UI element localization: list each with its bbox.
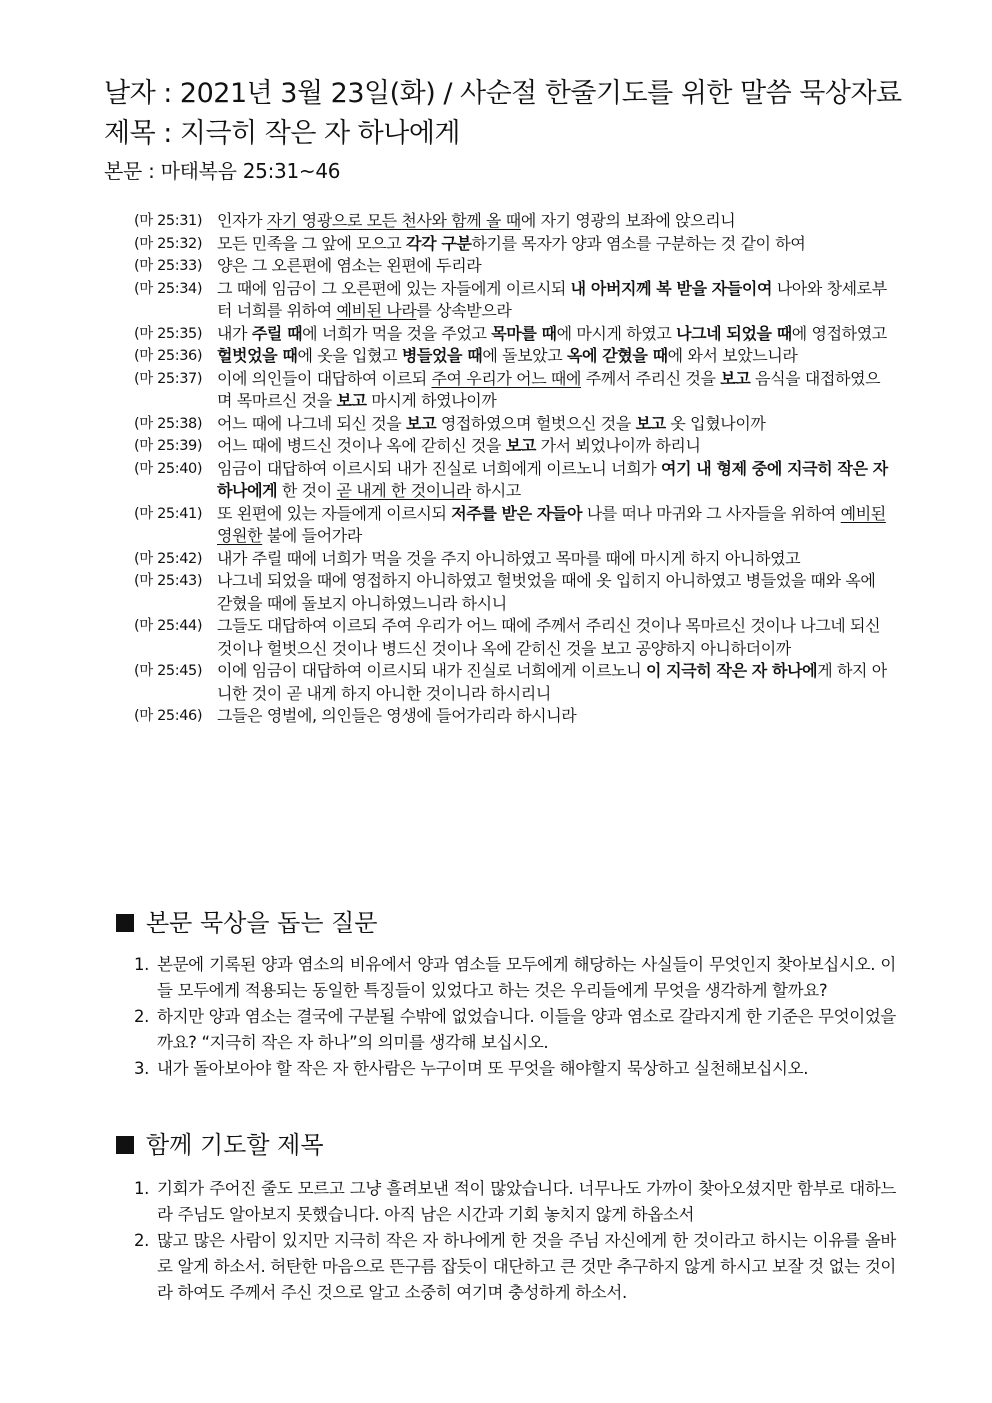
verse-text bbox=[217, 503, 894, 548]
verse-emphasis: 보고 bbox=[635, 413, 666, 433]
verse-underline: 주여 우리가 어느 때에 bbox=[431, 368, 582, 388]
verse-segment: 불에 들어가라 bbox=[262, 526, 362, 545]
verse-segment: 마시게 하였나이까 bbox=[366, 391, 497, 410]
verse-segment: 나를 떠나 마귀와 그 사자들을 위하여 bbox=[582, 503, 841, 523]
item-text: 하지만 양과 염소는 결국에 구분될 수밖에 없었습니다. 이들을 양과 염소로 갈라지게 한 기준은 무엇이었을까요? “지극히 작은 자 하나”의 의미를 생각해 보십시오. bbox=[157, 1007, 896, 1052]
verse-segment: 게 하지 아니한 것이 곧 내게 하지 아니한 것이니라 하시리니 bbox=[217, 661, 887, 703]
verse-row bbox=[134, 705, 894, 728]
verse-reference: (마 25:46) bbox=[134, 708, 203, 724]
verse-emphasis: 이 지극히 작은 자 하나에 bbox=[645, 661, 818, 680]
verse-text bbox=[217, 435, 894, 458]
item-number: 2. bbox=[134, 1007, 150, 1026]
prayer-heading bbox=[116, 1128, 324, 1162]
verse-emphasis: 보고 bbox=[505, 436, 536, 455]
verse-segment: 주께서 주리신 것을 bbox=[581, 368, 721, 388]
verse-segment: 또 왼편에 있는 자들에게 이르시되 bbox=[217, 503, 452, 523]
verse-segment: 내가 bbox=[217, 323, 252, 343]
verse-segment: 에 와서 보았느니라 bbox=[667, 346, 798, 365]
verse-segment: 나아와 창세로부터 너희를 위하여 bbox=[217, 278, 887, 320]
square-bullet-icon bbox=[116, 914, 134, 932]
verse-reference: (마 25:37) bbox=[134, 370, 203, 387]
verse-row bbox=[134, 413, 894, 436]
verse-emphasis: 헐벗었을 때 bbox=[217, 346, 298, 365]
verse-segment: 에 마시게 하였고 bbox=[556, 323, 677, 343]
prayer-item bbox=[134, 1228, 896, 1306]
questions-heading-text: 본문 묵상을 돕는 질문 bbox=[146, 909, 378, 937]
verse-reference: (마 25:33) bbox=[134, 258, 203, 274]
verse-emphasis: 병들었을 때 bbox=[401, 346, 483, 365]
item-text: 내가 돌아보아야 할 작은 자 한사람은 누구이며 또 무엇을 해야할지 묵상하고 실천해보십시오. bbox=[157, 1059, 809, 1078]
verse-reference: (마 25:36) bbox=[134, 348, 203, 364]
verse-segment: 음식을 대접하였으며 목마르신 것을 bbox=[217, 368, 881, 410]
verse-segment: 양은 그 오른편에 염소는 왼편에 두리라 bbox=[217, 256, 482, 275]
verse-text bbox=[217, 233, 894, 256]
verse-emphasis: 보고 bbox=[720, 368, 751, 388]
verse-text bbox=[217, 705, 894, 728]
verse-segment: 옷 입혔나이까 bbox=[665, 413, 766, 433]
item-text: 많고 많은 사람이 있지만 지극히 작은 자 하나에게 한 것을 주님 자신에게 한 것이라고 하시는 이유를 올바로 알게 하소서. 허탄한 마음으로 뜬구름 잡듯이 대단하고 큰 것만 추구하지 않게 하시고 보잘 것 없는 것이라 하여도 주께서 주신 것으로 알고 소중히 여기며 충성하게 하소서. bbox=[157, 1231, 896, 1302]
scripture-line: 본문 : 마태복음 25:31~46 bbox=[104, 159, 341, 183]
verse-emphasis: 저주를 받은 자들아 bbox=[451, 503, 583, 523]
verse-reference: (마 25:31) bbox=[134, 213, 203, 229]
questions-item bbox=[134, 952, 896, 1004]
verse-reference: (마 25:40) bbox=[134, 460, 203, 477]
verse-segment: 이에 의인들이 대답하여 이르되 bbox=[217, 368, 432, 388]
item-number: 2. bbox=[134, 1231, 150, 1250]
verse-underline: 곧 내게 한 것이니라 bbox=[336, 481, 471, 500]
verse-segment: 모든 민족을 그 앞에 모으고 bbox=[217, 233, 407, 253]
verse-emphasis: 나그네 되었을 때 bbox=[676, 323, 792, 343]
verse-list bbox=[134, 210, 894, 728]
verse-segment: 에 너희가 먹을 것을 주었고 bbox=[302, 323, 492, 343]
verse-text bbox=[217, 345, 894, 368]
verse-reference: (마 25:45) bbox=[134, 663, 203, 679]
verse-reference: (마 25:39) bbox=[134, 438, 203, 454]
verse-row bbox=[134, 210, 894, 233]
verse-segment: 에 영접하였고 bbox=[791, 323, 887, 343]
verse-text bbox=[217, 548, 894, 571]
questions-item bbox=[134, 1004, 896, 1056]
verse-reference: (마 25:43) bbox=[134, 573, 203, 589]
verse-reference: (마 25:38) bbox=[134, 415, 203, 432]
verse-emphasis: 보고 bbox=[406, 413, 437, 433]
verse-emphasis: 각각 구분 bbox=[406, 233, 472, 253]
verse-emphasis: 옥에 갇혔을 때 bbox=[566, 346, 668, 365]
square-bullet-icon bbox=[116, 1136, 134, 1154]
verse-text bbox=[217, 323, 894, 346]
verse-text bbox=[217, 255, 894, 278]
verse-emphasis: 내 아버지께 복 받을 자들이여 bbox=[570, 278, 773, 298]
verse-underline: 자기 영광으로 모든 천사와 함께 올 때 bbox=[266, 211, 521, 230]
verse-text bbox=[217, 570, 894, 615]
verse-row bbox=[134, 278, 894, 323]
questions-list bbox=[134, 952, 896, 1082]
date-line: 날자 : 2021년 3월 23일(화) / 사순절 한줄기도를 위한 말씀 묵상자료 bbox=[104, 78, 902, 109]
verse-text bbox=[217, 458, 894, 503]
questions-item bbox=[134, 1056, 896, 1082]
verse-segment: 하기를 목자가 양과 염소를 구분하는 것 같이 하여 bbox=[471, 233, 806, 253]
verse-segment: 가서 뵈었나이까 하리니 bbox=[535, 436, 701, 455]
prayer-heading-text: 함께 기도할 제목 bbox=[146, 1131, 324, 1159]
verse-text bbox=[217, 368, 894, 413]
verse-segment: 임금이 대답하여 이르시되 내가 진실로 너희에게 이르노니 너희가 bbox=[217, 458, 662, 478]
verse-emphasis: 보고 bbox=[336, 391, 367, 410]
verse-row bbox=[134, 233, 894, 256]
verse-row bbox=[134, 570, 894, 615]
verse-segment: 이에 임금이 대답하여 이르시되 내가 진실로 너희에게 이르노니 bbox=[217, 661, 646, 680]
verse-segment: 그 때에 임금이 그 오른편에 있는 자들에게 이르시되 bbox=[217, 278, 571, 298]
verse-segment: 어느 때에 병드신 것이나 옥에 갇히신 것을 bbox=[217, 436, 506, 455]
verse-text bbox=[217, 660, 894, 705]
verse-emphasis: 주릴 때 bbox=[251, 323, 303, 343]
item-number: 3. bbox=[134, 1059, 150, 1078]
verse-reference: (마 25:42) bbox=[134, 550, 203, 567]
verse-underline: 예비된 영원한 bbox=[217, 503, 886, 545]
questions-heading bbox=[116, 906, 378, 940]
verse-segment: 에 자기 영광의 보좌에 앉으리니 bbox=[520, 211, 736, 230]
verse-row bbox=[134, 503, 894, 548]
verse-row bbox=[134, 368, 894, 413]
verse-segment: 내가 주릴 때에 너희가 먹을 것을 주지 아니하였고 목마를 때에 마시게 하지 아니하였고 bbox=[217, 548, 801, 568]
verse-underline: 예비된 나라 bbox=[336, 301, 417, 320]
verse-segment: 그들도 대답하여 이르되 주여 우리가 어느 때에 주께서 주리신 것이나 목마르신 것이나 나그네 되신 것이나 헐벗으신 것이나 병드신 것이나 옥에 갇히신 것을 보고 공양하지 아니하더이까 bbox=[217, 616, 881, 658]
verse-row bbox=[134, 435, 894, 458]
verse-segment: 를 상속받으라 bbox=[416, 301, 512, 320]
verse-text bbox=[217, 210, 894, 233]
verse-row bbox=[134, 345, 894, 368]
verse-reference: (마 25:32) bbox=[134, 235, 203, 252]
item-text: 기회가 주어진 줄도 모르고 그냥 흘려보낸 적이 많았습니다. 너무나도 가까이 찾아오셨지만 함부로 대하느라 주님도 알아보지 못했습니다. 아직 남은 시간과 기회 놓치지 않게 하옵소서 bbox=[157, 1179, 896, 1224]
verse-segment: 어느 때에 나그네 되신 것을 bbox=[217, 413, 407, 433]
verse-segment: 영접하였으며 헐벗으신 것을 bbox=[436, 413, 636, 433]
verse-row bbox=[134, 660, 894, 705]
verse-row bbox=[134, 548, 894, 571]
verse-reference: (마 25:44) bbox=[134, 618, 203, 634]
item-text: 본문에 기록된 양과 염소의 비유에서 양과 염소들 모두에게 해당하는 사실들이 무엇인지 찾아보십시오. 이들 모두에게 적용되는 동일한 특징들이 있었다고 하는 것은 우리들에게 무엇을 생각하게 할까요? bbox=[157, 955, 896, 1000]
verse-reference: (마 25:34) bbox=[134, 280, 203, 297]
verse-segment: 하시고 bbox=[470, 481, 521, 500]
verse-segment: 에 옷을 입혔고 bbox=[297, 346, 402, 365]
verse-row bbox=[134, 615, 894, 660]
verse-reference: (마 25:35) bbox=[134, 325, 203, 342]
verse-segment: 인자가 bbox=[217, 211, 267, 230]
title-line: 제목 : 지극히 작은 자 하나에게 bbox=[104, 118, 460, 149]
item-number: 1. bbox=[134, 1179, 150, 1198]
prayer-item bbox=[134, 1176, 896, 1228]
verse-row bbox=[134, 323, 894, 346]
item-number: 1. bbox=[134, 955, 150, 974]
verse-text bbox=[217, 278, 894, 323]
verse-text bbox=[217, 413, 894, 436]
verse-text bbox=[217, 615, 894, 660]
verse-segment: 그들은 영벌에, 의인들은 영생에 들어가리라 하시니라 bbox=[217, 706, 577, 725]
verse-emphasis: 여기 내 형제 중에 지극히 작은 자 하나에게 bbox=[217, 458, 888, 500]
verse-row bbox=[134, 458, 894, 503]
verse-emphasis: 목마를 때 bbox=[491, 323, 557, 343]
verse-segment: 한 것이 bbox=[277, 481, 337, 500]
verse-segment: 나그네 되었을 때에 영접하지 아니하였고 헐벗었을 때에 옷 입히지 아니하였고 병들었을 때와 옥에 갇혔을 때에 돌보지 아니하였느니라 하시니 bbox=[217, 571, 876, 613]
verse-row bbox=[134, 255, 894, 278]
verse-segment: 에 돌보았고 bbox=[482, 346, 567, 365]
verse-reference: (마 25:41) bbox=[134, 505, 203, 522]
prayer-list bbox=[134, 1176, 896, 1306]
